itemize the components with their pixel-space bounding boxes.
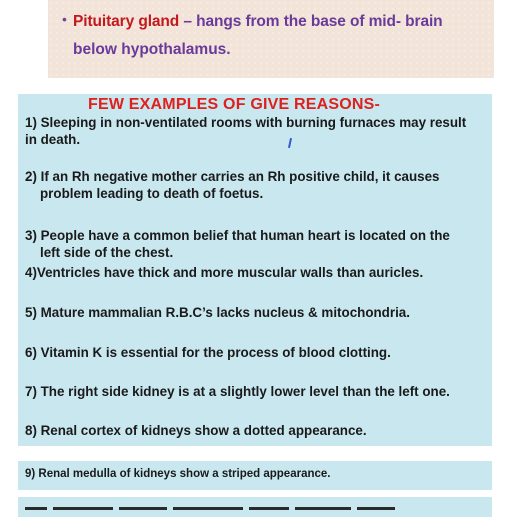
reason-item-7 [25,383,450,400]
reason-item-6 [25,344,391,361]
reasons-title: FEW EXAMPLES OF GIVE REASONS- [88,96,381,113]
reason-2-line-1: 2) If an Rh negative mother carries an Rh positive child, it causes [25,169,440,184]
definition-panel [48,0,494,78]
reason-3-line-2: left side of the chest. [40,245,174,260]
reason-4-line-1: 4)Ventricles have thick and more muscular walls than auricles. [25,265,424,280]
reason-3-line-1: 3) People have a common belief that human heart is located on the [25,228,450,243]
reason-item-4 [25,264,423,281]
reason-6-line-1: 6) Vitamin K is essential for the process of blood clotting. [25,345,391,360]
bullet-point: • [62,11,67,27]
reason-1-line-1: 1) Sleeping in non-ventilated rooms with burning furnaces may result [25,115,467,130]
term-pituitary-gland: Pituitary gland [73,13,180,30]
reason-item-9: 9) Renal medulla of kidneys show a striped appearance. [25,468,331,480]
reason-2-line-2: problem leading to death of foetus. [40,186,264,201]
cut-off-text-line [25,507,455,512]
reason-item-5 [25,304,410,321]
reason-5-line-1: 5) Mature mammalian R.B.C’s lacks nucleus & mitochondria. [25,305,410,320]
reason-8-line-1: 8) Renal cortex of kidneys show a dotted appearance. [25,423,367,438]
reason-7-line-1: 7) The right side kidney is at a slightly lower level than the left one. [25,384,450,399]
reason-item-2 [25,168,440,202]
reason-1-line-2: in death. [25,132,81,147]
definition-text-1: – hangs from the base of mid- brain [179,13,443,30]
reason-item-3 [25,227,450,261]
reason-item-8 [25,422,367,439]
definition-line-1 [73,13,443,31]
reason-item-1 [25,114,466,148]
definition-line-2: below hypothalamus. [73,41,231,58]
